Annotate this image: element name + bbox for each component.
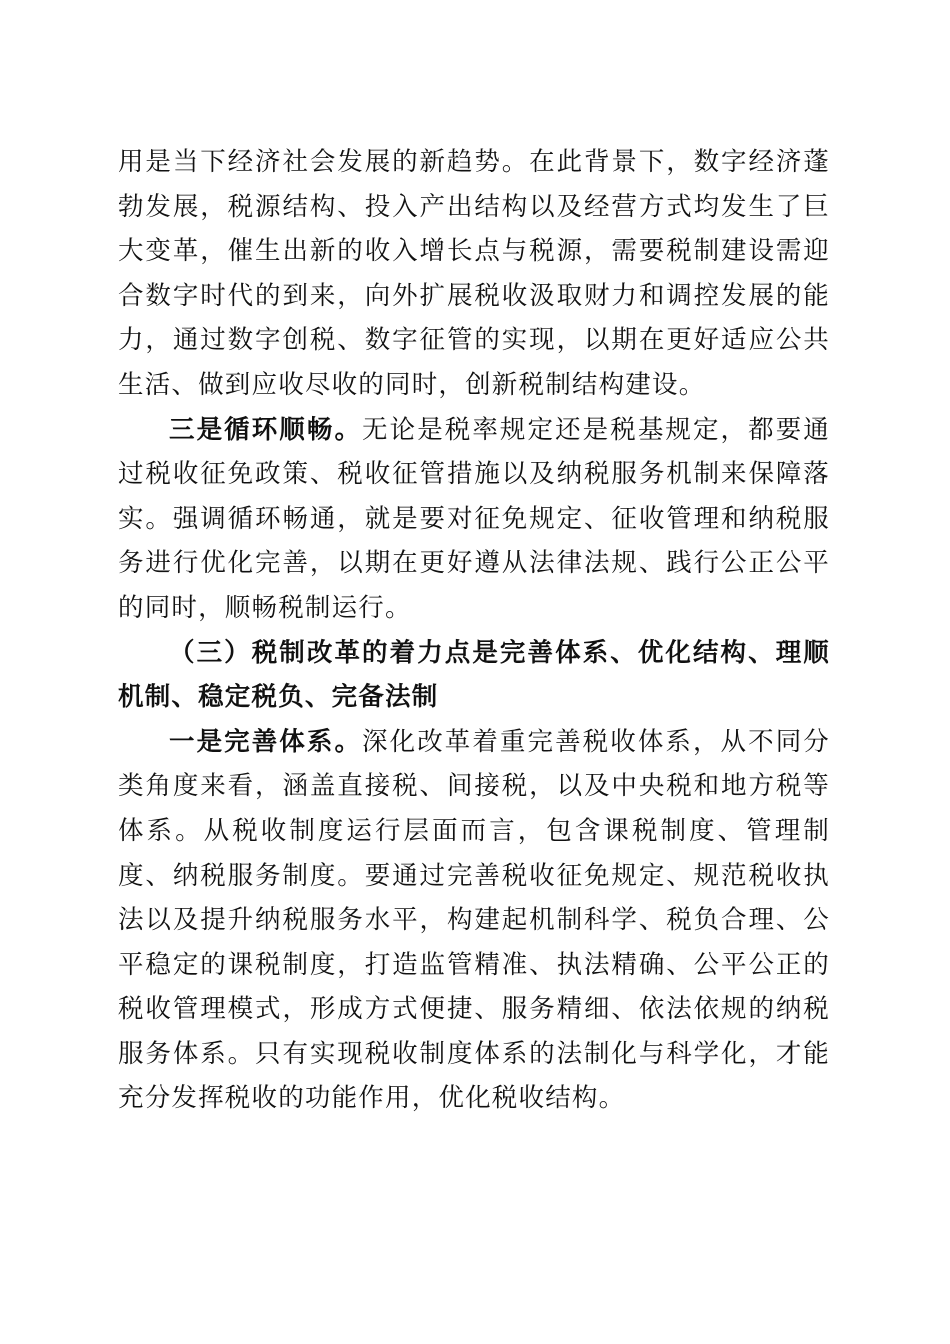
paragraph-smooth-circulation: [118, 408, 830, 631]
paragraph-lead: 三是循环顺畅。: [169, 414, 363, 445]
section-heading-text: （三）税制改革的着力点是完善体系、优化结构、理顺机制、稳定税负、完备法制: [118, 637, 830, 713]
paragraph-improve-system: [118, 720, 830, 1121]
paragraph-text: 深化改革着重完善税收体系，从不同分类角度来看，涵盖直接税、间接税，以及中央税和地方税等体系。从税收制度运行层面而言，包含课税制度、管理制度、纳税服务制度。要通过完善税收征免规定、规范税收执法以及提升纳税服务水平，构建起机制科学、税负合理、公平稳定的课税制度，打造监管精准、执法精确、公平公正的税收管理模式，形成方式便捷、服务精细、依法依规的纳税服务体系。只有实现税收制度体系的法制化与科学化，才能充分发挥税收的功能作用，优化税收结构。: [118, 726, 830, 1114]
paragraph-lead: 一是完善体系。: [169, 726, 363, 757]
paragraph-text: 无论是税率规定还是税基规定，都要通过税收征免政策、税收征管措施以及纳税服务机制来保障落实。强调循环畅通，就是要对征免规定、征收管理和纳税服务进行优化完善，以期在更好遵从法律法规、践行公正公平的同时，顺畅税制运行。: [118, 414, 830, 623]
document-page: [118, 140, 830, 1121]
paragraph-text: 用是当下经济社会发展的新趋势。在此背景下，数字经济蓬勃发展，税源结构、投入产出结构以及经营方式均发生了巨大变革，催生出新的收入增长点与税源，需要税制建设需迎合数字时代的到来，向外扩展税收汲取财力和调控发展的能力，通过数字创税、数字征管的实现，以期在更好适应公共生活、做到应收尽收的同时，创新税制结构建设。: [118, 147, 830, 400]
paragraph-continuation: [118, 140, 830, 408]
section-heading: [118, 631, 830, 720]
